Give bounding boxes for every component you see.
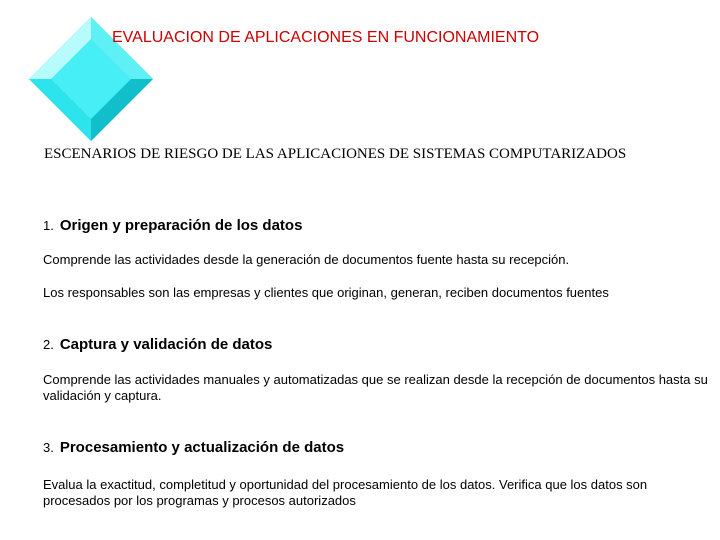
section-paragraph: Evalua la exactitud, completitud y oportunidad del procesamiento de los datos. Verifica que los datos son procesados por los programas y procesos autorizados	[43, 477, 648, 508]
page-subtitle: ESCENARIOS DE RIESGO DE LAS APLICACIONES DE SISTEMAS COMPUTARIZADOS	[44, 146, 627, 162]
section-paragraph: Comprende las actividades desde la generación de documentos fuente hasta su recepción.	[43, 252, 570, 267]
section-heading-1	[43, 217, 302, 234]
section-heading-2	[43, 336, 272, 353]
section-number: 2.	[43, 337, 54, 352]
section-heading-3	[43, 439, 344, 456]
section-number: 3.	[43, 440, 54, 455]
section-number: 1.	[43, 218, 54, 233]
page-title: EVALUACION DE APLICACIONES EN FUNCIONAMIENTO	[112, 29, 540, 46]
section-heading-text: Procesamiento y actualización de datos	[59, 439, 345, 456]
section-paragraph: Comprende las actividades manuales y automatizadas que se realizan desde la recepción de documentos hasta su validación y captura.	[43, 372, 708, 403]
section-heading-text: Captura y validación de datos	[59, 336, 273, 353]
section-heading-text: Origen y preparación de los datos	[59, 217, 303, 234]
section-paragraph: Los responsables son las empresas y clientes que originan, generan, reciben documentos fuentes	[43, 285, 609, 300]
